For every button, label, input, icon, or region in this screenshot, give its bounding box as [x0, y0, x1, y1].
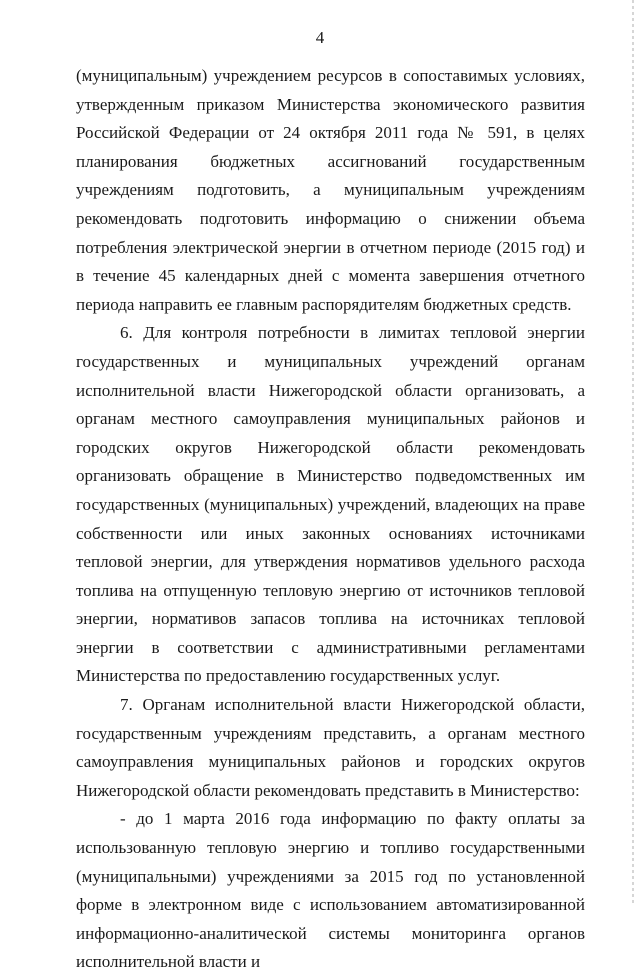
paragraph-6: 6. Для контроля потребности в лимитах тепловой энергии государственных и муниципальных учреждений органам исполнительной власти Нижегородской области организовать, а органам местного самоуправления муниципальных районов и городских округов Нижегородской области рекомендовать организовать обращение в Министерство подведомственных им государственных (муниципальных) учреждений, владеющих на праве собственности или иных законных основаниях источниками тепловой энергии, для утверждения нормативов удельного расхода топлива на отпущенную тепловую энергию от источников тепловой энергии, нормативов запасов топлива на источниках тепловой энергии в соответствии с административными регламентами Министерства по предоставлению государственных услуг. — [76, 323, 585, 686]
document-body — [76, 62, 585, 977]
page-number: 4 — [315, 28, 325, 47]
paragraph-continuation: (муниципальным) учреждением ресурсов в сопоставимых условиях, утвержденным приказом Министерства экономического развития Российской Федерации от 24 октября 2011 года № 591, в целях планирования бюджетных ассигнований государственным учреждениям подготовить, а муниципальным учреждениям рекомендовать подготовить информацию о снижении объема потребления электрической энергии в отчетном периоде (2015 год) и в течение 45 календарных дней с момента завершения отчетного периода направить ее главным распорядителям бюджетных средств. — [76, 66, 585, 314]
paragraph-7-list-item: - до 1 марта 2016 года информацию по факту оплаты за использованную тепловую энергию и топливо государственными (муниципальными) учреждениями за 2015 год по установленной форме в электронном виде с использованием автоматизированной информационно-аналитической системы мониторинга органов исполнительной власти и — [76, 809, 585, 972]
scan-edge — [632, 0, 634, 905]
paragraph-7: 7. Органам исполнительной власти Нижегородской области, государственным учреждениям представить, а органам местного самоуправления муниципальных районов и городских округов Нижегородской области рекомендовать представить в Министерство: — [76, 695, 585, 800]
